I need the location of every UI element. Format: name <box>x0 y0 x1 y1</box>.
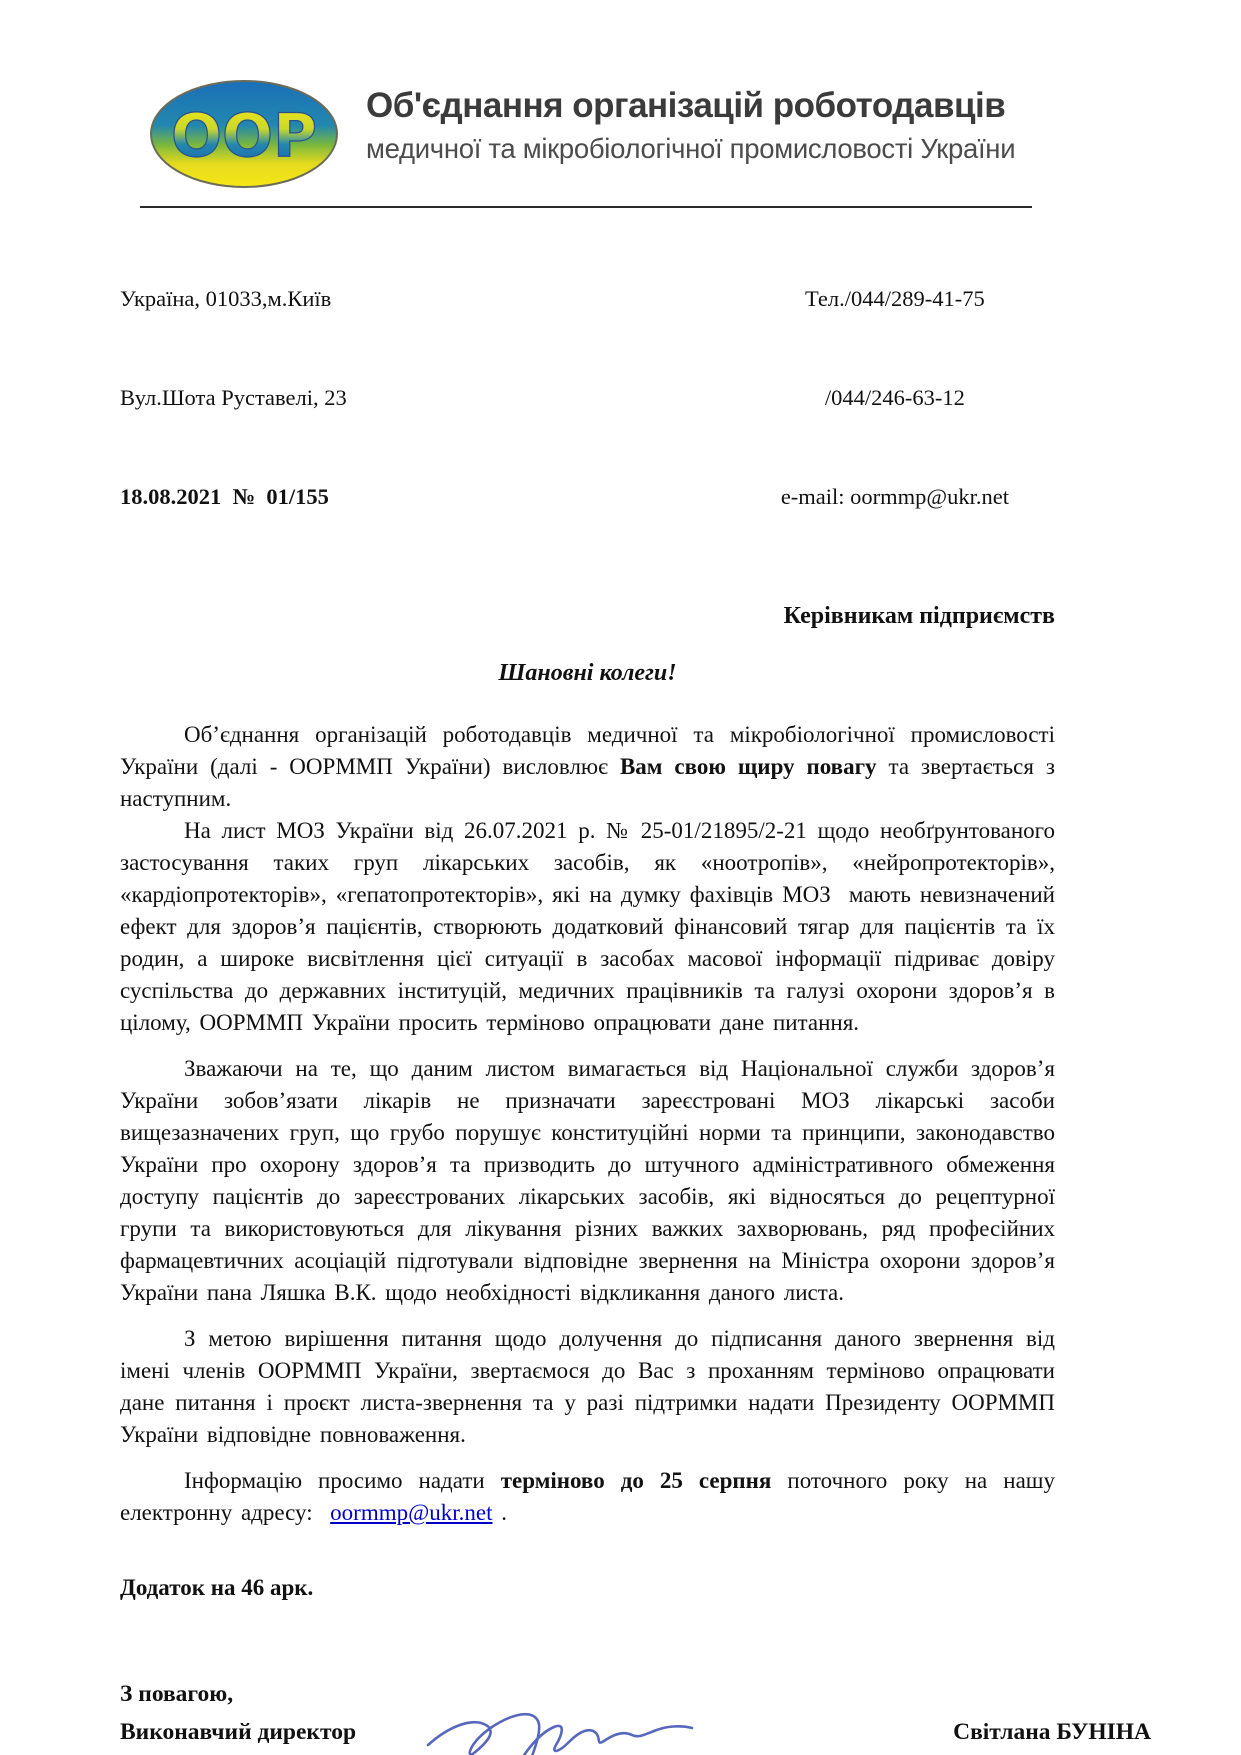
org-title-block <box>366 78 1015 165</box>
logo-text: ООР <box>171 101 317 171</box>
paragraph-5-tail: . <box>492 1500 508 1525</box>
recipient-line: Керівникам підприємств <box>783 603 1055 629</box>
salutation: Шановні колеги! <box>498 660 677 686</box>
signature-block <box>120 1675 1151 1751</box>
handwritten-signature-icon <box>420 1683 720 1755</box>
header-divider <box>140 205 1032 208</box>
paragraph-1 <box>120 719 1064 815</box>
letter-body <box>120 719 1064 1529</box>
signer-name: Світлана БУНІНА <box>953 1719 1151 1745</box>
phone-line-1: Тел./044/289-41-75 <box>805 286 985 311</box>
paragraph-1-tail: та звертається з наступним. <box>120 754 1064 811</box>
paragraph-4: З метою вирішення питання щодо долучення до підписання даного звернення від імені членів ООРММП України, звертаємося до Вас з проханням терміново опрацювати дане питання і проєкт листа-звернення та у разі підтримки надати Президенту ООРММП України відповідне повноваження. <box>120 1326 1064 1447</box>
address-line-1: Україна, 01033,м.Київ <box>120 286 332 311</box>
signer-title: Виконавчий директор <box>120 1719 357 1745</box>
paragraph-1-bold: Вам свою щиру повагу <box>619 754 877 779</box>
paragraph-5 <box>120 1465 1064 1529</box>
oor-logo-icon <box>148 78 340 190</box>
paragraph-5-text: Інформацію просимо надати <box>184 1468 501 1493</box>
phone-line-2: /044/246-63-12 <box>824 385 965 410</box>
letter-meta <box>120 216 1055 579</box>
date-ref-line: 18.08.2021 № 01/155 <box>120 484 329 509</box>
oor-logo <box>148 78 340 195</box>
email-link[interactable]: oormmp@ukr.net <box>330 1500 493 1525</box>
paragraph-5-mid: поточного року на нашу електронну адресу: <box>120 1468 1064 1525</box>
letterhead <box>120 78 1055 195</box>
attachment-note: Додаток на 46 арк. <box>120 1575 314 1600</box>
contacts-block <box>781 216 1009 579</box>
org-subtitle: медичної та мікробіологічної промисловості України <box>366 132 1016 164</box>
closing-line: З повагою, <box>120 1681 234 1707</box>
paragraph-2: На лист МОЗ України від 26.07.2021 р. № 25-01/21895/2-21 щодо необґрунтованого застосування таких груп лікарських засобів, як «ноотропів», «нейропротекторів», «кардіопротекторів», «гепатопротекторів», які на думку фахівців МОЗ мають невизначений ефект для здоров’я пацієнтів, створюють додатковий фінансовий тягар для пацієнтів та їх родин, а широке висвітлення цієї ситуації в засобах масової інформації підриває довіру суспільства до державних інституцій, медичних працівників та галузі охорони здоров’я в цілому, ООРММП України просить терміново опрацювати дане питання. <box>120 818 1064 1035</box>
email-line: e-mail: oormmp@ukr.net <box>780 484 1009 509</box>
org-name: Об'єднання організацій роботодавців <box>366 86 1006 125</box>
address-line-2: Вул.Шота Руставелі, 23 <box>120 385 347 410</box>
paragraph-1-text: Об’єднання організацій роботодавців медичної та мікробіологічної промисловості України (далі - ООРММП України) висловлює <box>120 722 1064 779</box>
paragraph-5-bold: терміново до 25 серпня <box>500 1468 772 1493</box>
address-block <box>120 216 347 579</box>
paragraph-3: Зважаючи на те, що даним листом вимагається від Національної служби здоров’я України зобов’язати лікарів не призначати зареєстровані МОЗ лікарські засоби вищезазначених груп, що грубо порушує конституційні норми та принципи, законодавство України про охорону здоров’я та призводить до штучного адміністративного обмеження доступу пацієнтів до зареєстрованих лікарських засобів, які відносяться до рецептурної групи та використовуються для лікування різних важких захворювань, ряд професійних фармацевтичних асоціацій підготували відповідне звернення на Міністра охорони здоров’я України пана Ляшка В.К. щодо необхідності відкликання даного листа. <box>120 1056 1064 1305</box>
